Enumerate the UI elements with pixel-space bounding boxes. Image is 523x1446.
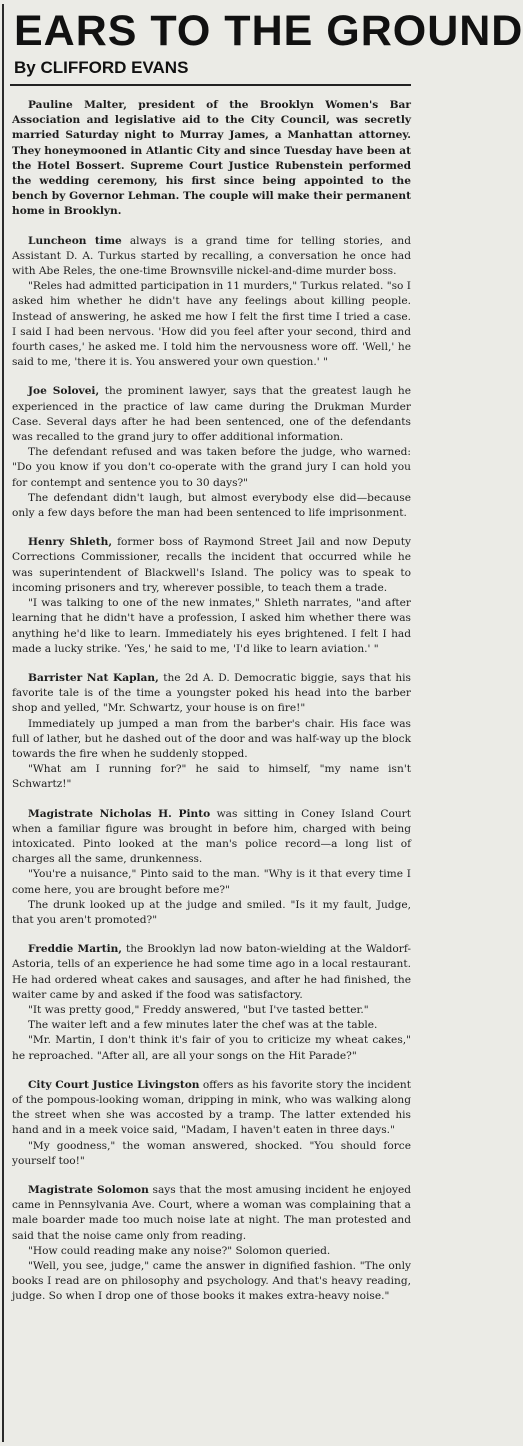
story-paragraph xyxy=(12,807,411,868)
story-paragraph xyxy=(12,1259,411,1305)
story-paragraph xyxy=(12,1003,411,1018)
story-lead-name: Freddie Martin, xyxy=(28,943,122,956)
story-paragraph xyxy=(12,1183,411,1244)
story-paragraph xyxy=(12,1244,411,1259)
story-item xyxy=(12,807,411,929)
story-text: The defendant refused and was taken before the judge, who warned: "Do you know if you don't co-operate with the grand jury I can hold you for contempt and sentence you to 30 days?" xyxy=(12,446,411,489)
story-lead-name: Barrister Nat Kaplan, xyxy=(28,671,159,684)
story-item xyxy=(12,671,411,793)
story-paragraph xyxy=(12,671,411,717)
story-text: "What am I running for?" he said to himself, "my name isn't Schwartz!" xyxy=(12,763,411,791)
story-text: always is a grand time for telling stories, and Assistant D. A. Turkus started by recalling, a conversation he once had with Abe Reles, the one-time Brownsville nickel-and-dime murder boss. xyxy=(12,234,411,278)
story-paragraph xyxy=(12,762,411,792)
story-text: "Mr. Martin, I don't think it's fair of you to criticize my wheat cakes," he reproached. "After all, are all your songs on the Hit Parade?" xyxy=(12,1034,411,1062)
story-text: "It was pretty good," Freddy answered, "but I've tasted better." xyxy=(28,1003,369,1016)
story-paragraph xyxy=(12,535,411,596)
story-text: says that the most amusing incident he enjoyed came in Pennsylvania Ave. Court, where a woman was complaining that a male boarder made too much noise late at night. The man protested and said that the noise came only from reading. xyxy=(12,1184,411,1242)
story-paragraph xyxy=(12,1033,411,1063)
story-item xyxy=(12,234,411,371)
masthead xyxy=(4,0,523,78)
story-text: Pauline Malter, president of the Brooklyn Women's Bar Association and legislative aid to the City Council, was secretly married Saturday night to Murray James, a Manhattan attorney. They honeymooned in Atlantic City and since Tuesday have been at the Hotel Bossert. Supreme Court Justice Rubenstein performed the wedding ceremony, his first since being appointed to the bench by Governor Lehman. The couple will make their permanent home in Brooklyn. xyxy=(12,99,411,218)
column-rule xyxy=(2,4,4,1442)
story-paragraph xyxy=(12,234,411,280)
story-paragraph xyxy=(12,1018,411,1033)
story-paragraph xyxy=(12,98,411,220)
story-paragraph xyxy=(12,384,411,445)
story-paragraph xyxy=(12,491,411,521)
story-text: "My goodness," the woman answered, shocked. "You should force yourself too!" xyxy=(12,1139,411,1167)
story-lead-name: Henry Shleth, xyxy=(28,536,113,549)
story-paragraph xyxy=(12,596,411,657)
story-paragraph xyxy=(12,1078,411,1139)
story-text: The defendant didn't laugh, but almost everybody else did—because only a few days before the man had been sentenced to life imprisonment. xyxy=(12,491,411,520)
story-lead-name: City Court Justice Livingston xyxy=(28,1078,200,1091)
story-text: the 2d A. D. Democratic biggie, says that his favorite tale is of the time a youngster poked his head into the barber shop and yelled, "Mr. Schwartz, your house is on fire!" xyxy=(12,671,411,715)
story-text: The drunk looked up at the judge and smiled. "Is it my fault, Judge, that you aren't promoted?" xyxy=(12,898,411,926)
story-text: "How could reading make any noise?" Solomon queried. xyxy=(28,1244,331,1257)
column-title: EARS TO THE GROUND xyxy=(14,7,523,55)
story-text: "I was talking to one of the new inmates," Shleth narrates, "and after learning that he didn't have a profession, I asked him whether there was anything he'd like to learn. Immediately his eyes brightened. I felt I had made a lucky strike. 'Yes,' he said to me, 'I'd like to learn aviation.' " xyxy=(12,597,411,655)
story-paragraph xyxy=(12,445,411,491)
story-text: "You're a nuisance," Pinto said to the man. "Why is it that every time I come here, you are brought before me?" xyxy=(12,868,411,896)
story-text: "Well, you see, judge," came the answer in dignified fashion. "The only books I read are on philosophy and psychology. And that's heavy reading, judge. So when I drop one of those books it makes extra-heavy noise." xyxy=(12,1260,411,1303)
story-item xyxy=(12,1078,411,1169)
story-lead-name: Luncheon time xyxy=(28,234,122,247)
story-lead-name: Magistrate Solomon xyxy=(28,1184,149,1196)
story-text: the prominent lawyer, says that the greatest laugh he experienced in the practice of law came during the Drukman Murder Case. Several days after he had been sentenced, one of the defendants was recalled to the grand jury to offer additional information. xyxy=(12,385,411,444)
story-item xyxy=(12,942,411,1064)
story-item xyxy=(12,1183,411,1305)
story-text: offers as his favorite story the incident of the pompous-looking woman, dripping in mink, who was walking along the street when she was accosted by a tramp. The latter extended his hand and in a meek voice said, "Madam, I haven't eaten in three days." xyxy=(12,1078,412,1137)
story-item xyxy=(12,384,411,521)
story-text: Immediately up jumped a man from the barber's chair. His face was full of lather, but he dashed out of the door and was half-way up the block towards the fire when he suddenly stopped. xyxy=(12,717,411,760)
story-text: former boss of Raymond Street Jail and now Deputy Corrections Commissioner, recalls the incident that occurred while he was superintendent of Blackwell's Island. The policy was to speak to incoming prisoners and try, wherever possible, to teach them a trade. xyxy=(12,536,411,594)
story-item xyxy=(12,535,411,657)
story-lead-name: Joe Solovei, xyxy=(28,385,100,398)
byline: By CLIFFORD EVANS xyxy=(14,58,189,77)
story-paragraph xyxy=(12,867,411,897)
story-text: the Brooklyn lad now baton-wielding at the Waldorf-Astoria, tells of an experience he had some time ago in a local restaurant. He had ordered wheat cakes and sausages, and after he had finished, the waiter came by and asked if the food was satisfactory. xyxy=(12,943,411,1001)
story-paragraph xyxy=(12,717,411,763)
story-paragraph xyxy=(12,1139,411,1169)
story-paragraph xyxy=(12,279,411,370)
story-text: "Reles had admitted participation in 11 murders," Turkus related. "so I asked him whether he didn't have any feelings about killing people. Instead of answering, he asked me how I felt the first time I tried a case. I said I had been nervous. 'How did you feel after your second, third and fourth cases,' he asked me. I told him the nervousness wore off. 'Well,' he said to me, 'there it is. You answered your own question.' " xyxy=(12,280,411,369)
story-paragraph xyxy=(12,898,411,928)
story-text: was sitting in Coney Island Court when a familiar figure was brought in before him, charged with being intoxicated. Pinto looked at the man's police record—a long list of charges all the same, drunkenness. xyxy=(12,807,412,866)
story-paragraph xyxy=(12,942,411,1003)
byline-divider xyxy=(10,84,411,86)
story-item xyxy=(12,98,411,220)
story-text: The waiter left and a few minutes later the chef was at the table. xyxy=(28,1019,378,1032)
article-body xyxy=(4,98,411,1305)
story-lead-name: Magistrate Nicholas H. Pinto xyxy=(28,807,211,820)
